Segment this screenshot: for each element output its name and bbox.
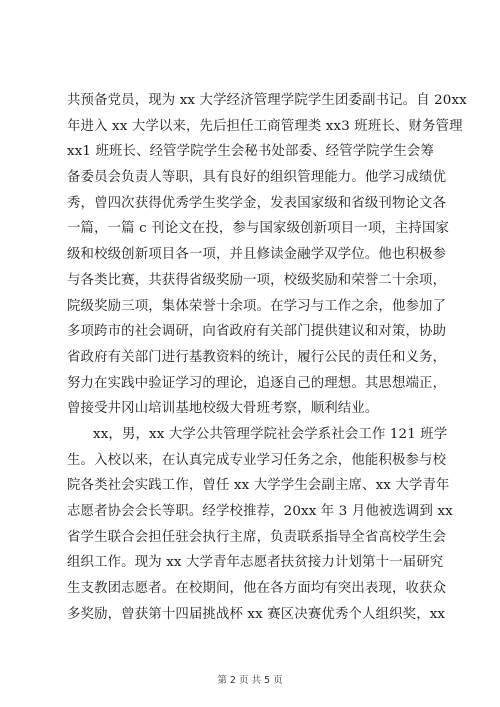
text-line: 努力在实践中验证学习的理论，追逐自己的理想。其思想端正， bbox=[67, 375, 447, 391]
text-line: 院各类社会实践工作，曾任 xx 大学学生会副主席、xx 大学青年 bbox=[67, 478, 450, 494]
text-line: 与各类比赛，共获得省级奖励一项，校级奖励和荣誉二十余项， bbox=[67, 272, 447, 288]
paragraph-2 bbox=[67, 422, 453, 628]
page-footer bbox=[0, 672, 500, 686]
text-line: 生支教团志愿者。在校期间，他在各方面均有突出表现，收获众 bbox=[67, 581, 447, 597]
text-line: xx，男，xx 大学公共管理学院社会学系社会工作 121 班学 bbox=[93, 426, 448, 442]
text-line: 组织工作。现为 xx 大学青年志愿者扶贫接力计划第十一届研究 bbox=[67, 555, 444, 571]
text-line: 级和校级创新项目各一项，并且修读金融学双学位。他也积极参 bbox=[67, 247, 447, 263]
text-line: 省学生联合会担任驻会执行主席，负责联系指导全省高校学生会 bbox=[67, 529, 447, 545]
text-line: 多奖励，曾获第十四届挑战杯 xx 赛区决赛优秀个人组织奖，xx bbox=[67, 606, 446, 622]
document-body bbox=[67, 88, 467, 627]
text-line: 曾接受井冈山培训基地校级大骨班考察，顺利结业。 bbox=[67, 401, 379, 417]
text-line: 志愿者协会会长等职。经学校推荐，20xx 年 3 月他被选调到 xx bbox=[67, 504, 453, 519]
text-line: xx1 班班长、经管学院学生会秘书处部委、经管学院学生会筹 bbox=[67, 144, 434, 160]
text-line: 共预备党员，现为 xx 大学经济管理学院学生团委副书记。自 20xx bbox=[67, 93, 467, 108]
paragraph-1 bbox=[67, 88, 467, 422]
text-line: 秀，曾四次获得优秀学生奖学金，发表国家级和省级刊物论文各 bbox=[67, 195, 447, 211]
text-line: 备委员会负责人等职，具有良好的组织管理能力。他学习成绩优 bbox=[67, 170, 447, 186]
text-line: 院级奖励三项，集体荣誉十余项。在学习与工作之余，他参加了 bbox=[67, 298, 447, 314]
page-number: 第 2 页 共 5 页 bbox=[217, 675, 283, 686]
text-line: 多项跨市的社会调研，向省政府有关部门提供建议和对策，协助 bbox=[67, 324, 447, 340]
text-line: 省政府有关部门进行基教资料的统计，履行公民的责任和义务， bbox=[67, 349, 447, 365]
text-line: 一篇，一篇 c 刊论文在投，参与国家级创新项目一项，主持国家 bbox=[67, 221, 450, 237]
text-line: 生。入校以来，在认真完成专业学习任务之余，他能积极参与校 bbox=[67, 452, 447, 468]
text-line: 年进入 xx 大学以来，先后担任工商管理类 xx3 班班长、财务管理 bbox=[67, 118, 463, 134]
